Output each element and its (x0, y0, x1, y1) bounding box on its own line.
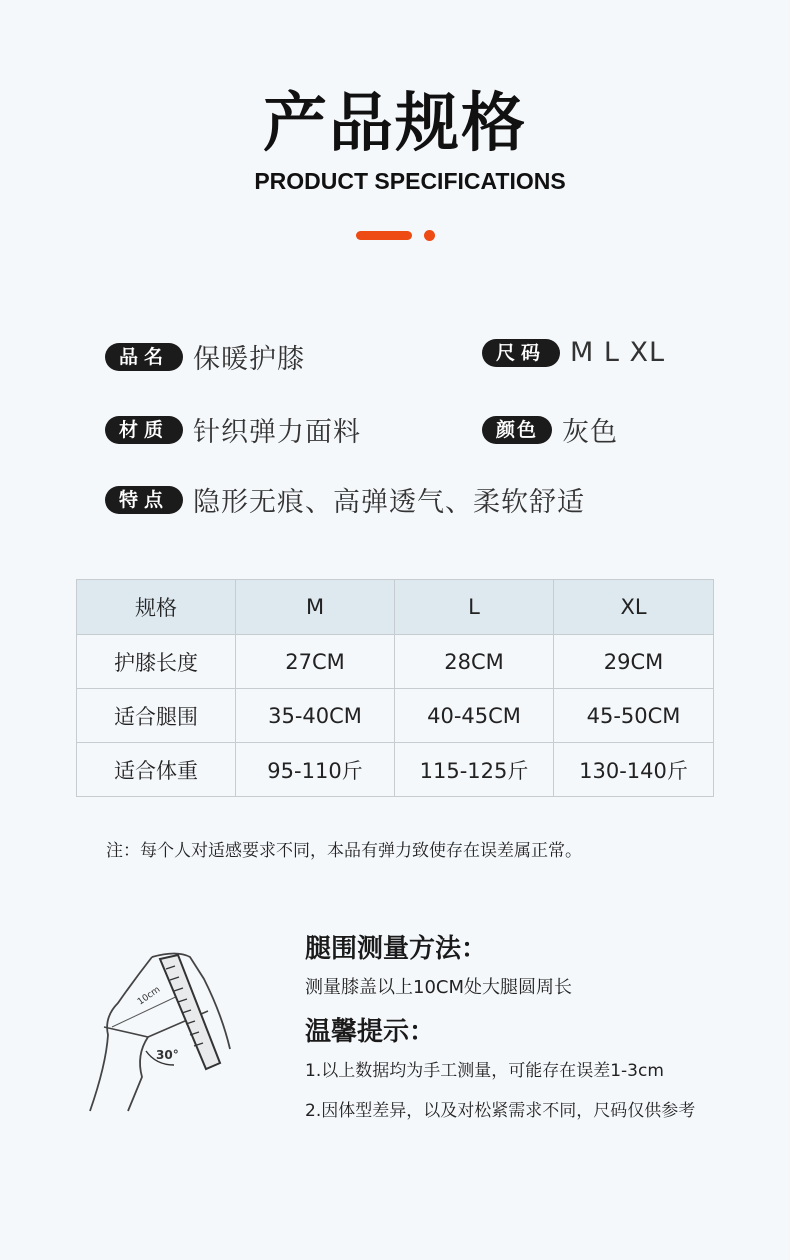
size-table (76, 579, 714, 797)
table-cell: 95-110斤 (236, 743, 395, 797)
spec-name (105, 337, 305, 376)
knee-measurement-illustration (82, 945, 242, 1120)
table-cell: 护膝长度 (77, 635, 236, 689)
spec-name-label: 品名 (105, 343, 183, 371)
table-header-row (77, 580, 714, 635)
leg-outline-back (128, 1037, 148, 1111)
leg-outline-front (90, 957, 152, 1111)
table-cell: 适合体重 (77, 743, 236, 797)
spec-size-label: 尺码 (482, 339, 560, 367)
spec-color-value: 灰色 (562, 417, 619, 448)
table-row (77, 689, 714, 743)
table-cell: 28CM (395, 635, 554, 689)
tips-title: 温馨提示： (305, 1017, 436, 1047)
table-cell: 45-50CM (554, 689, 714, 743)
table-header-cell: XL (554, 580, 714, 635)
accent-bar (356, 231, 412, 240)
page-subtitle: PRODUCT SPECIFICATIONS (254, 168, 566, 194)
table-header-cell: 规格 (77, 580, 236, 635)
spec-size-value: M L XL (570, 337, 666, 368)
table-cell: 130-140斤 (554, 743, 714, 797)
table-row (77, 635, 714, 689)
measurement-description: 测量膝盖以上10CM处大腿圆周长 (305, 977, 573, 998)
table-row (77, 743, 714, 797)
table-cell: 27CM (236, 635, 395, 689)
tip-item: 1.以上数据均为手工测量，可能存在误差1-3cm (305, 1061, 664, 1081)
angle-label: 30° (156, 1048, 179, 1062)
spec-feature-value: 隐形无痕、高弹透气、柔软舒适 (193, 487, 586, 518)
tip-item: 2.因体型差异，以及对松紧需求不同，尺码仅供参考 (305, 1101, 696, 1121)
fit-note: 注：每个人对适感要求不同，本品有弹力致使存在误差属正常。 (106, 841, 582, 861)
accent-dot (424, 230, 435, 241)
table-cell: 29CM (554, 635, 714, 689)
spec-material-label: 材质 (105, 416, 183, 444)
spec-size (482, 337, 665, 368)
spec-feature (105, 480, 585, 519)
table-header-cell: L (395, 580, 554, 635)
table-cell: 40-45CM (395, 689, 554, 743)
table-header-cell: M (236, 580, 395, 635)
distance-label: 10cm (135, 984, 163, 1008)
spec-material (105, 410, 361, 449)
spec-color (482, 410, 618, 449)
table-cell: 35-40CM (236, 689, 395, 743)
table-cell: 适合腿围 (77, 689, 236, 743)
spec-material-value: 针织弹力面料 (193, 417, 362, 448)
spec-color-label: 颜色 (482, 416, 552, 444)
measurement-title: 腿围测量方法： (305, 934, 488, 964)
table-cell: 115-125斤 (395, 743, 554, 797)
spec-feature-label: 特点 (105, 486, 183, 514)
spec-name-value: 保暖护膝 (193, 344, 306, 375)
page-title: 产品规格 (263, 87, 527, 161)
